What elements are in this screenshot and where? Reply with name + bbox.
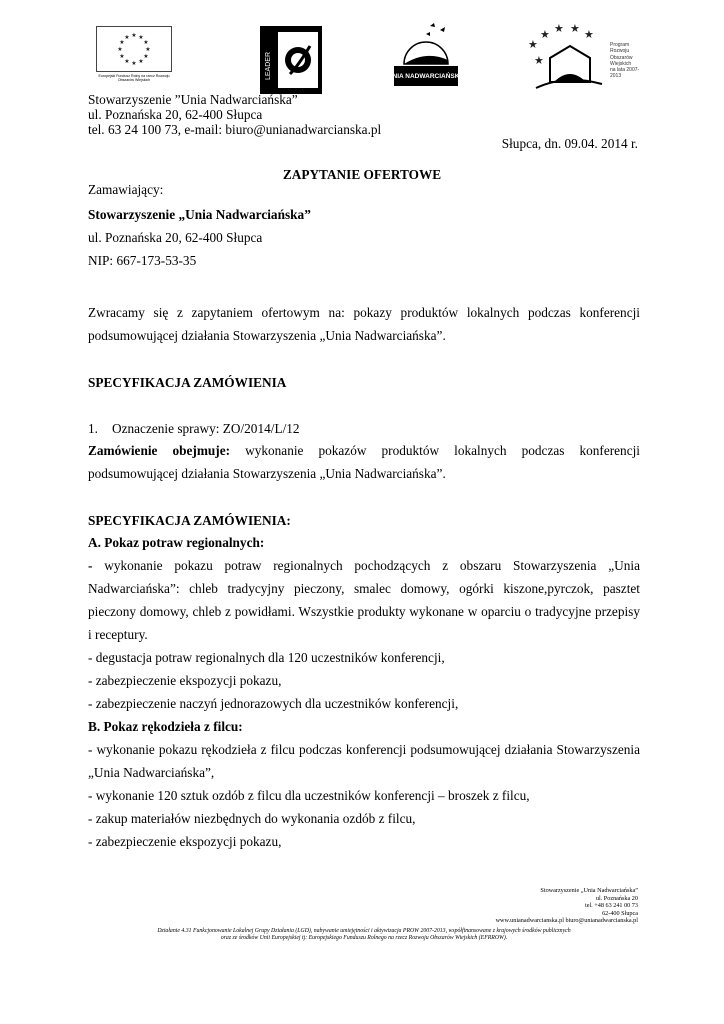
svg-text:★: ★: [138, 34, 144, 41]
svg-text:★: ★: [584, 28, 594, 41]
svg-text:★: ★: [145, 46, 151, 53]
eu-stars-icon: [97, 27, 171, 71]
list-item: - zabezpieczenie naczyń jednorazowych dla uczestników konferencji,: [88, 696, 459, 711]
spec-heading-1: SPECYFIKACJA ZAMÓWIENIA: [88, 375, 287, 390]
svg-text:★: ★: [143, 39, 149, 46]
leader-text: LEADER: [265, 51, 272, 81]
case-text: Oznaczenie sprawy: ZO/2014/L/12: [111, 421, 300, 436]
orderer-name: Stowarzyszenie „Unia Nadwarciańska”: [88, 207, 311, 222]
header-org-name: Stowarzyszenie ”Unia Nadwarciańska”: [88, 92, 298, 107]
section-b-line-1: - wykonanie pokazu rękodzieła z filcu podczas konferencji podsumowującej działania Stowarzyszenia: [88, 742, 640, 757]
list-item: - zabezpieczenie ekspozycji pokazu,: [88, 673, 282, 688]
spec-heading-2: SPECYFIKACJA ZAMÓWIENIA:: [88, 513, 291, 528]
unia-text: UNIA NADWARCIAŃSKA: [390, 73, 462, 80]
svg-text:★: ★: [124, 34, 130, 41]
footer-contact: Stowarzyszenie „Unia Nadwarciańska” ul. Poznańska 20 tel. +48 63 241 00 73 62-400 Słupca www.unianadwarcianska.pl biuro@unianadwarcianska.pl: [495, 887, 638, 925]
scope-label: Zamówienie obejmuje:: [88, 443, 231, 458]
eu-flag-logo: [96, 26, 172, 82]
svg-text:★: ★: [124, 58, 130, 65]
prow-text: Program Rozwoju Obszarów Wiejskich na lata 2007-2013: [610, 42, 640, 80]
eu-caption: Europejski Fundusz Rolny na rzecz Rozwoju Obszarów Wiejskich: [98, 74, 170, 82]
scope-line-2: podsumowującej działania Stowarzyszenia „Unia Nadwarciańska”.: [88, 466, 446, 481]
list-item: - zakup materiałów niezbędnych do wykonania ozdób z filcu,: [88, 811, 416, 826]
list-item: - zabezpieczenie ekspozycji pokazu,: [88, 834, 282, 849]
section-a-line-3: pieczony domowy, chleb z powidłami. Wszystkie produkty wykonane w oparciu o tradycyjne przepisy: [88, 604, 640, 619]
section-b-heading: B. Pokaz rękodzieła z filcu:: [88, 719, 243, 734]
case-number: 1.: [88, 421, 98, 436]
svg-text:★: ★: [119, 53, 125, 60]
svg-text:★: ★: [119, 39, 125, 46]
section-a-line-4: i receptury.: [88, 627, 148, 642]
orderer-label: Zamawiający:: [88, 182, 164, 197]
unia-logo: [390, 20, 462, 90]
svg-text:★: ★: [143, 53, 149, 60]
section-a-line-2: Nadwarciańska”: chleb tradycyjny pieczony, smalec domowy, ogórki kiszone,pyrczok, pasztet: [88, 581, 640, 596]
svg-text:★: ★: [131, 60, 137, 67]
section-b-line-2: „Unia Nadwarciańska”,: [88, 765, 215, 780]
svg-text:★: ★: [131, 32, 137, 39]
header-contact: tel. 63 24 100 73, e-mail: biuro@unianadwarcianska.pl: [88, 122, 382, 137]
svg-text:★: ★: [528, 38, 538, 51]
prow-emblem-icon: [526, 22, 608, 92]
list-item: - wykonanie 120 sztuk ozdób z filcu dla uczestników konferencji – broszek z filcu,: [88, 788, 530, 803]
section-a-line-1: - wykonanie pokazu potraw regionalnych pochodzących z obszaru Stowarzyszenia „Unia: [88, 558, 640, 573]
prow-logo: [526, 22, 646, 92]
header-address: ul. Poznańska 20, 62-400 Słupca: [88, 107, 263, 122]
svg-text:★: ★: [570, 22, 580, 35]
svg-text:★: ★: [138, 58, 144, 65]
svg-text:★: ★: [534, 54, 544, 67]
orderer-nip: NIP: 667-173-53-35: [88, 253, 197, 268]
leader-logo: [260, 26, 322, 94]
footer-funding-note: Działanie 4.31 Funkcjonowanie Lokalnej Grupy Działania (LGD), nabywanie umiejętności i aktywizacja PROW 2007-2013, współfinansowane z krajowych środków publicznych oraz ze środków Unii Europejskiej tj: Europejskiego Funduszu Rolnego na rzecz Rozwoju Obszarów Wiejskich (EFRROW).: [157, 928, 571, 942]
intro-line-1: Zwracamy się z zapytaniem ofertowym na: pokazy produktów lokalnych podczas konferencji: [88, 305, 640, 320]
date-line: Słupca, dn. 09.04. 2014 r.: [501, 136, 638, 151]
scope-text: wykonanie pokazów produktów lokalnych podczas konferencji: [230, 443, 640, 458]
section-a-heading: A. Pokaz potraw regionalnych:: [88, 535, 265, 550]
document-title: ZAPYTANIE OFERTOWE: [282, 167, 442, 182]
svg-text:★: ★: [540, 28, 550, 41]
intro-line-2: podsumowującej działania Stowarzyszenia „Unia Nadwarciańska”.: [88, 328, 446, 343]
svg-text:★: ★: [117, 46, 123, 53]
orderer-address: ul. Poznańska 20, 62-400 Słupca: [88, 230, 263, 245]
svg-text:★: ★: [554, 22, 564, 35]
case-line: [88, 421, 300, 437]
scope-line-1: [88, 443, 640, 459]
list-item: - degustacja potraw regionalnych dla 120 uczestników konferencji,: [88, 650, 445, 665]
logo-bar: [0, 18, 724, 98]
